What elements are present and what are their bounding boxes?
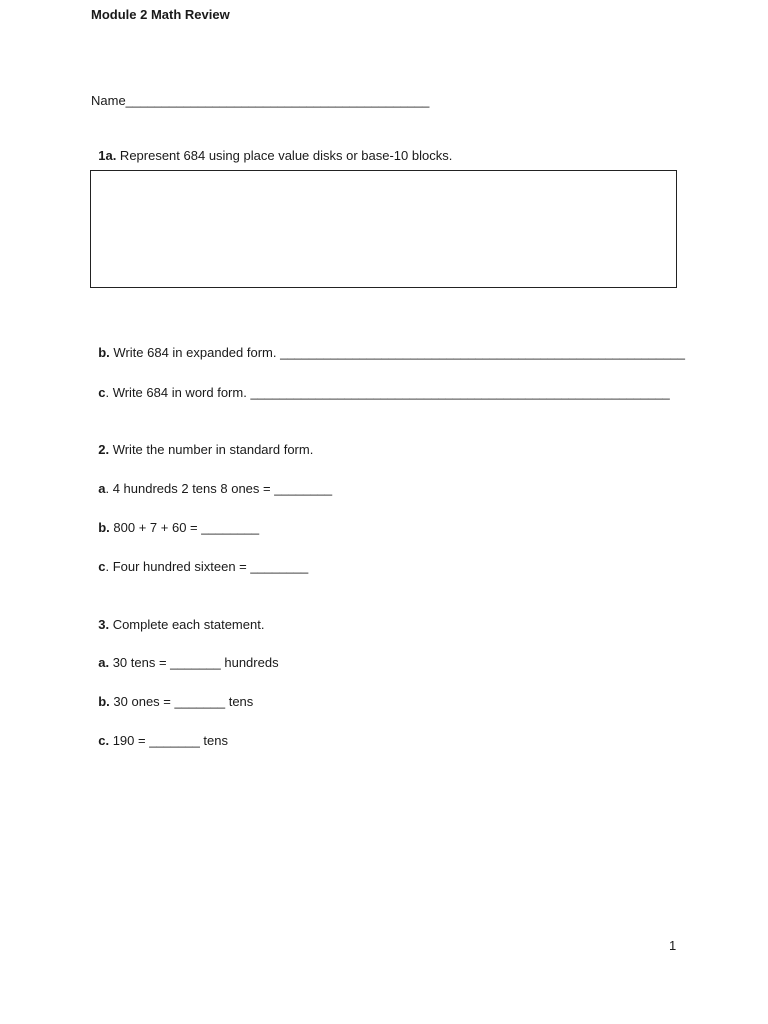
question-2b-text: 800 + 7 + 60 = ________ [109, 520, 260, 535]
worksheet-title: Module 2 Math Review [91, 7, 230, 22]
question-3a-text: 30 tens = _______ hundreds [109, 655, 279, 670]
question-3a-label: a. [98, 655, 110, 670]
question-2c-label: c [98, 559, 106, 574]
question-1b-text: Write 684 in expanded form. ________________________________________________________ [109, 345, 685, 360]
question-2a-label: a [98, 481, 106, 496]
question-2-text: Write the number in standard form. [109, 442, 314, 457]
question-1c-text: . Write 684 in word form. __________________________________________________________ [105, 385, 670, 400]
question-2b [91, 504, 259, 536]
page-number: 1 [669, 938, 677, 953]
question-1a-text: Represent 684 using place value disks or base-10 blocks. [116, 148, 453, 163]
drawing-answer-box[interactable] [90, 170, 677, 288]
question-3-text: Complete each statement. [109, 617, 265, 632]
question-1b [91, 329, 685, 361]
question-3c-text: 190 = _______ tens [109, 733, 228, 748]
question-2a-text: . 4 hundreds 2 tens 8 ones = ________ [105, 481, 333, 496]
question-3 [91, 601, 264, 633]
question-2c-text: . Four hundred sixteen = ________ [105, 559, 309, 574]
question-2-label: 2. [98, 442, 110, 457]
question-3c [91, 717, 228, 749]
question-3c-label: c. [98, 733, 110, 748]
question-3b-text: 30 ones = _______ tens [109, 694, 254, 709]
question-3b-label: b. [98, 694, 110, 709]
question-1b-label: b. [98, 345, 110, 360]
question-2c [91, 543, 308, 575]
question-2a [91, 465, 332, 497]
question-1a-label: 1a. [98, 148, 117, 163]
question-2b-label: b. [98, 520, 110, 535]
question-3a [91, 639, 279, 671]
question-3-label: 3. [98, 617, 110, 632]
question-1c-label: c [98, 385, 106, 400]
question-2 [91, 426, 313, 458]
question-1c [91, 369, 670, 401]
question-1a [91, 132, 452, 164]
question-3b [91, 678, 253, 710]
name-line: Name__________________________________________ [91, 93, 430, 108]
